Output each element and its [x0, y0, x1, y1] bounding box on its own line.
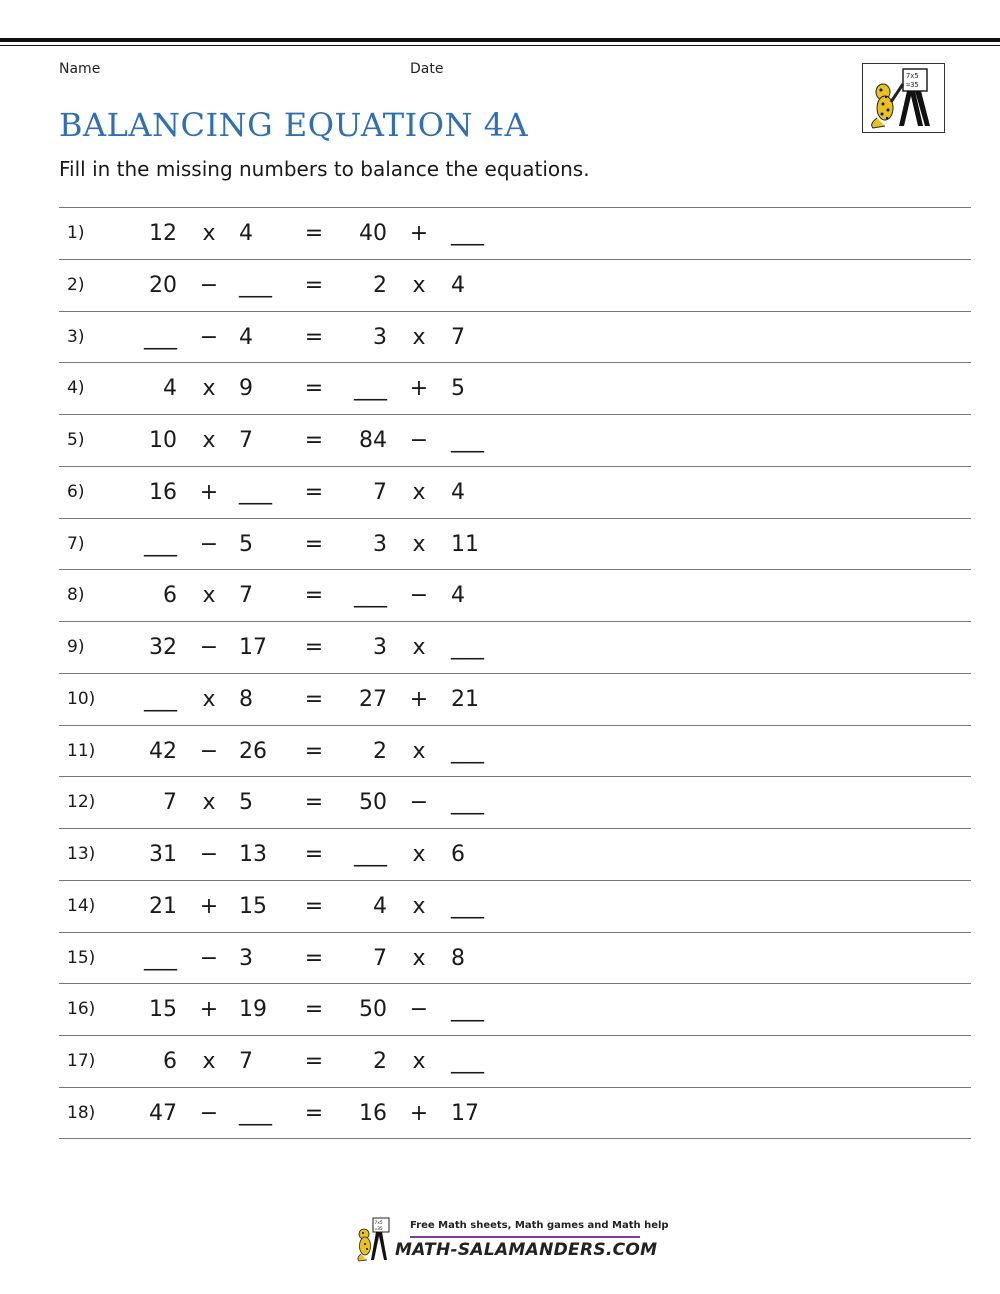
term-c: 4 — [373, 893, 387, 919]
operator-left: + — [199, 893, 219, 919]
term-b: 9 — [239, 376, 253, 402]
term-b: 7 — [239, 428, 253, 453]
term-d: ___ — [451, 997, 484, 1023]
term-d: 4 — [451, 272, 465, 298]
term-c: 2 — [373, 738, 387, 764]
term-d: 7 — [451, 324, 465, 350]
term-d: 11 — [451, 531, 479, 557]
problem-row — [59, 776, 971, 828]
problem-number: 2) — [67, 274, 85, 295]
problem-number: 14) — [67, 895, 96, 916]
term-c: 84 — [359, 428, 387, 453]
problem-row — [59, 725, 971, 777]
term-a: 21 — [149, 893, 177, 919]
term-b: 4 — [239, 221, 253, 246]
name-label: Name — [59, 61, 101, 77]
operator-left: − — [199, 324, 219, 350]
problem-row — [59, 932, 971, 984]
term-a: ___ — [144, 531, 177, 557]
equals-sign: = — [304, 479, 324, 505]
equals-sign: = — [304, 583, 324, 609]
term-d: 6 — [451, 842, 465, 867]
term-a: 6 — [163, 583, 177, 609]
equals-sign: = — [304, 635, 324, 660]
term-b: 5 — [239, 790, 253, 816]
svg-text:7x5: 7x5 — [374, 1221, 383, 1226]
term-c: 50 — [359, 790, 387, 816]
term-c: 40 — [359, 221, 387, 246]
problem-row — [59, 362, 971, 414]
term-a: ___ — [144, 945, 177, 971]
term-c: ___ — [354, 842, 387, 867]
problem-number: 18) — [67, 1102, 96, 1123]
equals-sign: = — [304, 997, 324, 1023]
problem-number: 13) — [67, 844, 96, 864]
problem-row — [59, 207, 971, 259]
problem-row — [59, 466, 971, 518]
equals-sign: = — [304, 376, 324, 402]
operator-left: x — [202, 221, 216, 246]
equals-sign: = — [304, 686, 324, 712]
term-b: 7 — [239, 1049, 253, 1074]
operator-left: − — [199, 945, 219, 971]
term-b: 19 — [239, 997, 267, 1023]
operator-left: − — [199, 738, 219, 764]
term-d: ___ — [451, 738, 484, 764]
operator-right: x — [412, 1049, 426, 1074]
problem-row — [59, 259, 971, 311]
term-c: ___ — [354, 376, 387, 402]
operator-left: − — [199, 531, 219, 557]
term-b: 5 — [239, 531, 253, 557]
equals-sign: = — [304, 1100, 324, 1126]
problem-number: 11) — [67, 740, 96, 761]
salamander-teacher-icon — [863, 64, 944, 132]
term-d: 4 — [451, 583, 465, 609]
problem-row — [59, 311, 971, 363]
problem-row — [59, 828, 971, 880]
operator-left: + — [199, 479, 219, 505]
svg-text:7x5: 7x5 — [906, 72, 919, 80]
page-title: BALANCING EQUATION 4A — [59, 106, 529, 144]
operator-right: x — [412, 738, 426, 764]
operator-right: x — [412, 479, 426, 505]
operator-left: − — [199, 635, 219, 660]
equals-sign: = — [304, 324, 324, 350]
term-a: 16 — [149, 479, 177, 505]
term-b: 8 — [239, 686, 253, 712]
term-a: ___ — [144, 686, 177, 712]
term-c: 3 — [373, 324, 387, 350]
term-a: 7 — [163, 790, 177, 816]
operator-left: x — [202, 428, 216, 453]
term-a: 47 — [149, 1100, 177, 1126]
term-b: 15 — [239, 893, 267, 919]
operator-left: − — [199, 1100, 219, 1126]
top-rule — [0, 38, 1000, 42]
equals-sign: = — [304, 790, 324, 816]
problem-row — [59, 673, 971, 725]
footer-site-name[interactable]: MATH-SALAMANDERS.COM — [395, 1240, 658, 1260]
operator-left: + — [199, 997, 219, 1023]
operator-right: x — [412, 531, 426, 557]
term-a: ___ — [144, 324, 177, 350]
term-a: 12 — [149, 221, 177, 246]
term-b: 13 — [239, 842, 267, 867]
term-b: 4 — [239, 324, 253, 350]
problem-number: 6) — [67, 481, 85, 502]
term-d: ___ — [451, 428, 484, 453]
equals-sign: = — [304, 842, 324, 867]
problem-row — [59, 983, 971, 1035]
problem-number: 10) — [67, 688, 96, 709]
problem-number: 7) — [67, 533, 85, 554]
operator-right: − — [409, 790, 429, 816]
equals-sign: = — [304, 945, 324, 971]
term-a: 6 — [163, 1049, 177, 1074]
problem-row — [59, 1087, 971, 1139]
term-b: 17 — [239, 635, 267, 660]
term-d: 4 — [451, 479, 465, 505]
operator-right: − — [409, 997, 429, 1023]
operator-right: x — [412, 893, 426, 919]
term-d: ___ — [451, 1049, 484, 1074]
term-b: ___ — [239, 1100, 272, 1126]
equals-sign: = — [304, 272, 324, 298]
problem-list — [59, 207, 971, 1139]
operator-left: x — [202, 583, 216, 609]
term-c: 7 — [373, 479, 387, 505]
term-c: 50 — [359, 997, 387, 1023]
term-d: 17 — [451, 1100, 479, 1126]
problem-row — [59, 569, 971, 621]
operator-right: − — [409, 583, 429, 609]
problem-row — [59, 621, 971, 673]
term-a: 42 — [149, 738, 177, 764]
term-c: 2 — [373, 272, 387, 298]
operator-right: x — [412, 842, 426, 867]
operator-left: x — [202, 686, 216, 712]
salamander-teacher-icon — [355, 1216, 391, 1262]
problem-row — [59, 1035, 971, 1087]
term-c: 3 — [373, 635, 387, 660]
equals-sign: = — [304, 1049, 324, 1074]
problem-number: 4) — [67, 378, 85, 399]
term-c: 16 — [359, 1100, 387, 1126]
problem-number: 3) — [67, 326, 85, 347]
operator-left: − — [199, 842, 219, 867]
problem-number: 15) — [67, 947, 96, 968]
operator-right: − — [409, 428, 429, 453]
problem-number: 16) — [67, 999, 96, 1020]
term-a: 31 — [149, 842, 177, 867]
operator-left: x — [202, 376, 216, 402]
term-d: ___ — [451, 790, 484, 816]
equals-sign: = — [304, 221, 324, 246]
operator-right: + — [409, 376, 429, 402]
term-d: 5 — [451, 376, 465, 402]
term-d: 8 — [451, 945, 465, 971]
term-a: 4 — [163, 376, 177, 402]
term-b: ___ — [239, 479, 272, 505]
term-c: 27 — [359, 686, 387, 712]
operator-left: x — [202, 790, 216, 816]
term-b: 7 — [239, 583, 253, 609]
term-a: 32 — [149, 635, 177, 660]
term-c: 7 — [373, 945, 387, 971]
salamander-logo-icon — [862, 63, 945, 133]
operator-right: x — [412, 635, 426, 660]
svg-text:=35: =35 — [906, 81, 919, 89]
svg-text:=35: =35 — [374, 1227, 383, 1232]
problem-number: 8) — [67, 585, 85, 606]
date-label: Date — [410, 61, 444, 77]
problem-number: 17) — [67, 1051, 96, 1071]
equals-sign: = — [304, 428, 324, 453]
problem-number: 9) — [67, 637, 85, 657]
top-rule-thin — [0, 45, 1000, 46]
problem-row — [59, 414, 971, 466]
operator-right: + — [409, 1100, 429, 1126]
footer-divider — [410, 1236, 640, 1238]
term-b: ___ — [239, 272, 272, 298]
term-b: 26 — [239, 738, 267, 764]
operator-right: + — [409, 686, 429, 712]
site-footer — [355, 1216, 669, 1264]
term-d: ___ — [451, 893, 484, 919]
term-a: 15 — [149, 997, 177, 1023]
equals-sign: = — [304, 531, 324, 557]
term-d: ___ — [451, 635, 484, 660]
problem-number: 12) — [67, 792, 96, 813]
operator-right: x — [412, 945, 426, 971]
equals-sign: = — [304, 738, 324, 764]
operator-left: x — [202, 1049, 216, 1074]
equals-sign: = — [304, 893, 324, 919]
term-a: 10 — [149, 428, 177, 453]
footer-tagline: Free Math sheets, Math games and Math help — [410, 1220, 669, 1231]
problem-number: 1) — [67, 223, 85, 243]
term-c: 2 — [373, 1049, 387, 1074]
term-a: 20 — [149, 272, 177, 298]
problem-row — [59, 518, 971, 570]
term-b: 3 — [239, 945, 253, 971]
instructions: Fill in the missing numbers to balance the equations. — [59, 157, 590, 181]
term-d: 21 — [451, 686, 479, 712]
operator-right: + — [409, 221, 429, 246]
term-d: ___ — [451, 221, 484, 246]
problem-row — [59, 880, 971, 932]
term-c: ___ — [354, 583, 387, 609]
operator-right: x — [412, 324, 426, 350]
operator-left: − — [199, 272, 219, 298]
problem-number: 5) — [67, 430, 85, 450]
operator-right: x — [412, 272, 426, 298]
term-c: 3 — [373, 531, 387, 557]
